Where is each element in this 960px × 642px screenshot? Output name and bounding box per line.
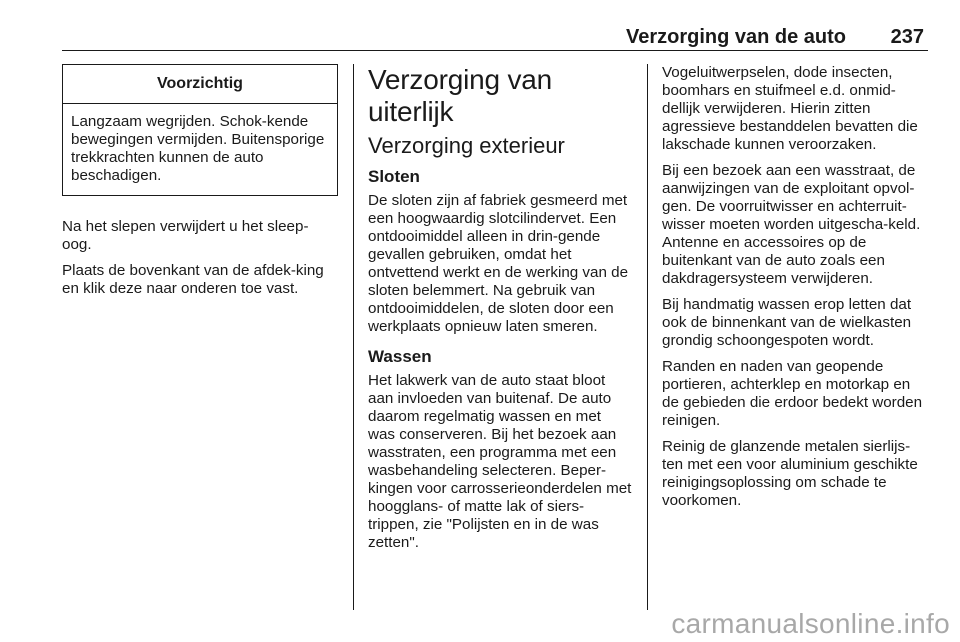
paragraph: Bij handmatig wassen erop letten dat ook de binnenkant van de wielkasten grondig schoongespoten wordt. — [662, 296, 912, 349]
topic-heading-wassen: Wassen — [368, 347, 432, 366]
caution-text: Langzaam wegrijden. Schok-kende bewegingen vermijden. Buitensporige trekkrachten kunnen de auto beschadigen. — [71, 113, 325, 184]
subsection-heading: Verzorging exterieur — [368, 133, 565, 158]
paragraph: Plaats de bovenkant van de afdek-king en klik deze naar onderen toe vast. — [62, 262, 324, 297]
chapter-title: Verzorging van de auto — [625, 26, 846, 48]
column-divider-1 — [353, 64, 354, 610]
paragraph: Bij een bezoek aan een wasstraat, de aanwijzingen van de exploitant opvol-gen. De voorruitwisser en achterruit-wisser moeten worden uitgescha-keld. Antenne en accessoires op de buitenkant van de auto zoals een dakdragersysteem verwijderen. — [662, 162, 921, 287]
caution-title: Voorzichtig — [63, 65, 337, 104]
paragraph: Randen en naden van geopende portieren, achterklep en motorkap en de gebieden die erdoor bedekt worden reinigen. — [662, 358, 923, 429]
page-number: 237 — [890, 26, 924, 48]
caution-box — [62, 64, 338, 196]
watermark: carmanualsonline.info — [671, 608, 950, 639]
paragraph: Het lakwerk van de auto staat bloot aan invloeden van buitenaf. De auto daarom regelmatig wassen en met was conserveren. Bij het bezoek aan wasstraten, een programma met een wasbehandeling selecteren. Beper-kingen voor carrosserieonderdelen met hoogglans- of matte lak of siers-trippen, zie "Polijsten en in de was zetten". — [368, 372, 632, 551]
column-middle — [368, 64, 632, 560]
paragraph: Vogeluitwerpselen, dode insecten, boomhars en stuifmeel e.d. onmid-dellijk verwijderen. Hierin zitten agressieve bestanddelen bevatten die lakschade kunnen veroorzaken. — [662, 64, 918, 153]
paragraph: Reinig de glanzende metalen sierlijs-ten met een voor aluminium geschikte reinigingsoplossing om schade te voorkomen. — [662, 438, 918, 509]
section-heading: Verzorging van uiterlijk — [368, 64, 552, 127]
paragraph: De sloten zijn af fabriek gesmeerd met een hoogwaardig slotcilindervet. Een ontdooimiddel alleen in drin-gende gevallen gebruiken, omdat het ontvettend werkt en de werking van de sloten belemmert. Na gebruik van ontdooimiddelen, de sloten door een werkplaats opnieuw laten smeren. — [368, 192, 629, 335]
column-left — [62, 64, 338, 306]
column-divider-2 — [647, 64, 648, 610]
page-header — [62, 26, 928, 51]
column-right — [662, 64, 928, 518]
topic-heading-sloten: Sloten — [368, 167, 420, 186]
paragraph: Na het slepen verwijdert u het sleep-oog. — [62, 218, 309, 253]
